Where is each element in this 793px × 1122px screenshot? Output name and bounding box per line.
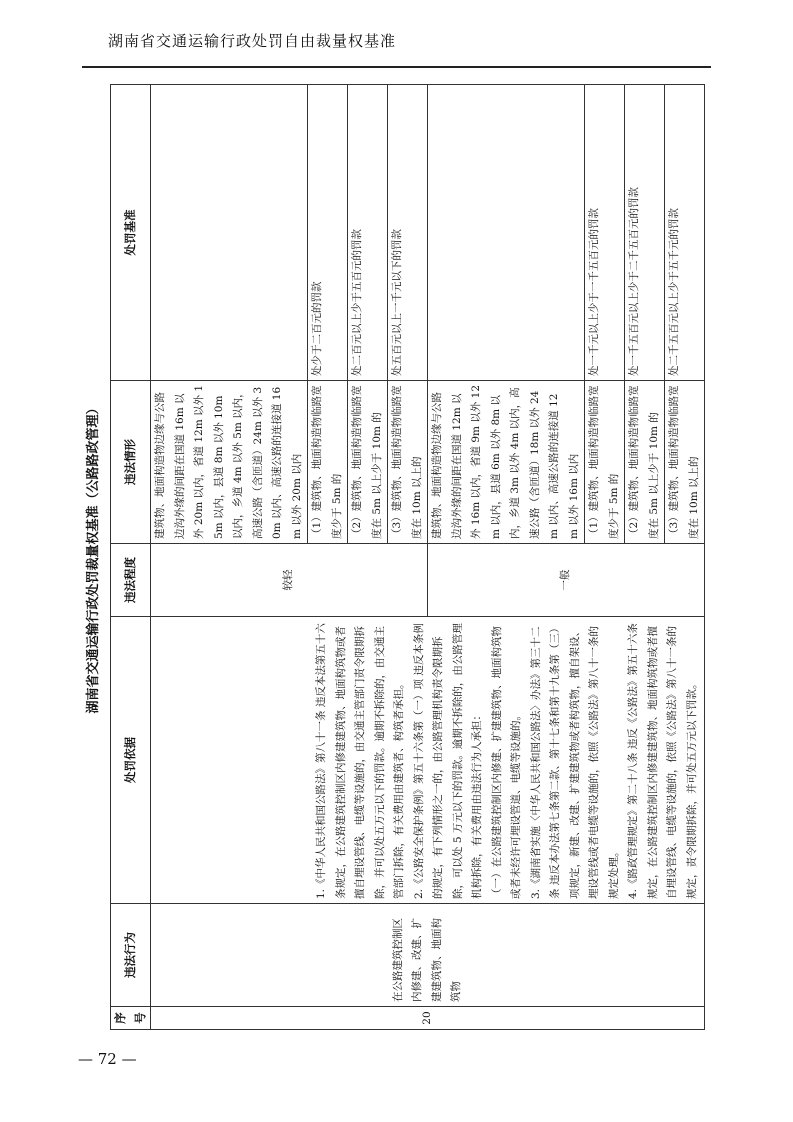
rotated-table-block xyxy=(80,85,710,1030)
penalty-cell: 处二千五百元以上少于五千元的罚款 xyxy=(665,85,705,381)
header-behavior: 违法行为 xyxy=(111,904,151,1007)
situation-cell: （1）建筑物、地面构造物临路宽度少于 5m 的 xyxy=(308,381,348,544)
penalty-cell: 处一千五百元以上少于二千五百元的罚款 xyxy=(625,85,665,381)
basis-paragraph: 4.《路政管理规定》第二十八条 违反《公路法》第五十六条规定，在公路建筑控制区内修建建筑物、地面构筑物或者擅自埋设管线、电缆等设施的，依照《公路法》第八十一条的规定，责令限期拆除，并可处五万元以下罚款。 xyxy=(627,623,698,899)
penalty-cell xyxy=(151,85,308,381)
situation-intro: 建筑物、地面构造物边缘与公路边沟外缘的间距在国道 12m 以外 16m 以内，省道 9m 以外 12m 以内，县道 6m 以外 8m 以内，乡道 3m 以外 4m 以内，高速公路（含匝道）18m 以外 24m 以内、高速公路的连接道 12m 以外 16m 以内 xyxy=(428,381,585,544)
situation-cell: （3）建筑物、地面构造物临路宽度在 10m 以上的 xyxy=(665,381,705,544)
header-penalty: 处罚基准 xyxy=(111,85,151,381)
table-title: 湖南省交通运输行政处罚裁量权基准（公路路政管理） xyxy=(86,401,101,714)
header-rule xyxy=(82,66,711,68)
penalty-cell xyxy=(428,85,585,381)
penalty-standard-table xyxy=(110,84,705,1030)
situation-cell: （2）建筑物、地面构造物临路宽度在 5m 以上少于 10m 的 xyxy=(625,381,665,544)
penalty-cell: 处少于二百元的罚款 xyxy=(308,85,348,381)
situation-cell: （1）建筑物、地面构造物临路宽度少于 5m 的 xyxy=(585,381,625,544)
basis-paragraph: 2.《公路安全保护条例》第五十六条第（一）项 违反本条例的规定，有下列情形之一的，由公路管理机构责令限期拆除，可以处 5 万元以下的罚款。逾期不拆除的，由公路管理机构拆除，有关费用由违法行为人承担： xyxy=(412,623,483,899)
situation-cell: （2）建筑物、地面构造物临路宽度在 5m 以上少于 10m 的 xyxy=(348,381,388,544)
degree-cell: 较轻 xyxy=(151,544,428,617)
header-basis: 处罚依据 xyxy=(111,617,151,904)
degree-cell: 一般 xyxy=(428,544,705,617)
situation-intro: 建筑物、地面构造物边缘与公路边沟外缘的间距在国道 16m 以外 20m 以内，省道 12m 以外 15m 以内，县道 8m 以外 10m 以内，乡道 4m 以外 5m 以内，高速公路（含匝道）24m 以外 30m 以内、高速公路的连接道 16m 以外 20m 以内 xyxy=(151,381,308,544)
running-head: 湖南省交通运输行政处罚自由裁量权基准 xyxy=(108,32,397,50)
penalty-cell: 处五百元以上一千元以下的罚款 xyxy=(388,85,428,381)
header-situation: 违法情形 xyxy=(111,381,151,544)
penalty-cell: 处二百元以上少于五百元的罚款 xyxy=(348,85,388,381)
table-row xyxy=(151,85,308,1030)
situation-cell: （3）建筑物、地面构造物临路宽度在 10m 以上的 xyxy=(388,381,428,544)
behavior-cell: 在公路建筑控制区内修建、改建、扩建建筑物、地面构筑物 xyxy=(151,904,705,1007)
seq-cell: 20 xyxy=(151,1007,705,1030)
basis-paragraph: （一）在公路建筑控制区内修建、扩建建筑物、地面构筑物或者未经许可埋设管道、电缆等设施的。 xyxy=(490,626,522,899)
table-header-row xyxy=(111,85,151,1030)
basis-paragraph: 3.《湖南省实施〈中华人民共和国公路法〉办法》第三十二条 违反本办法第七条第二款、第十七条和第十九条第（三）项规定，新建、改建、扩建建筑物或者构筑物，擅自架设、埋设管线或者电缆等设施的，依照《公路法》第八十一条的规定处理。 xyxy=(529,622,620,899)
penalty-cell: 处一千元以上少于一千五百元的罚款 xyxy=(585,85,625,381)
header-seq: 序号 xyxy=(111,1007,151,1030)
basis-paragraph: 1.《中华人民共和国公路法》第八十一条 违反本法第五十六条规定，在公路建筑控制区内修建建筑物、地面构筑物或者擅自埋设管线、电缆等设施的，由交通主管部门责令限期拆除，并可以处五万元以下的罚款。逾期不拆除的，由交通主管部门拆除，有关费用由建筑者、构筑者承担。 xyxy=(315,623,405,899)
page-number: — 72 — xyxy=(78,1050,137,1068)
header-degree: 违法程度 xyxy=(111,544,151,617)
basis-cell xyxy=(151,617,705,904)
